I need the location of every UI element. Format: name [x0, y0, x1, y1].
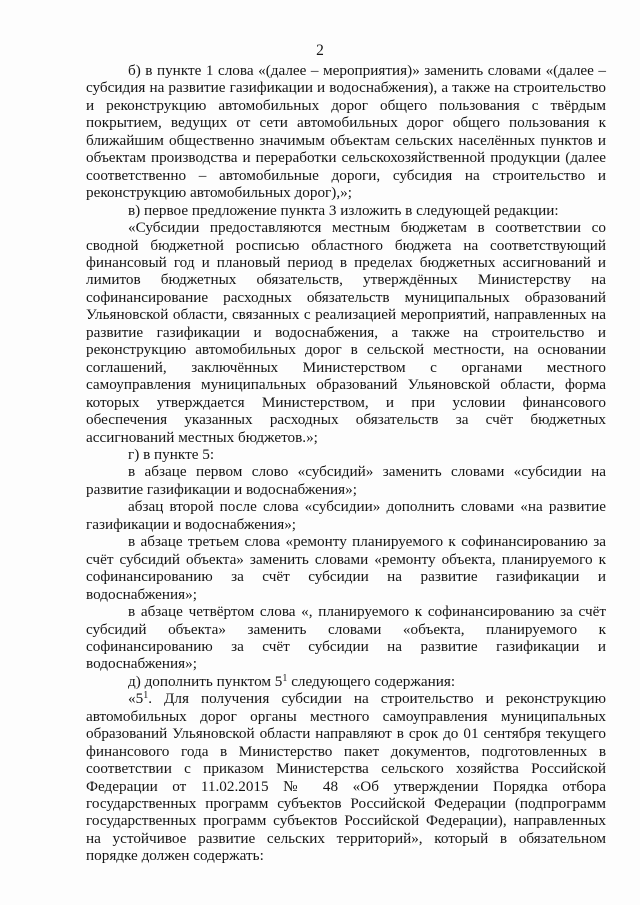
paragraph-abzac-1: в абзаце первом слово «субсидий» заменить словами «субсидии на развитие газификации и водоснабжения»; — [86, 463, 606, 498]
paragraph-b: б) в пункте 1 слова «(далее – мероприятия)» заменить словами «(далее – субсидия на развитие газификации и водоснабжения), а также на строительство и реконструкцию автомобильных дорог общего пользования с твёрдым покрытием, ведущих от сети автомобильных дорог общего пользования к ближайшим общественно значимым объектам сельских населённых пунктов и объектам производства и переработки сельскохозяйственной продукции (далее соответственно – автомобильные дороги, субсидия на строительство и реконструкцию автомобильных дорог),»; — [86, 62, 606, 202]
paragraph-g: г) в пункте 5: — [128, 445, 215, 463]
paragraph-subsidies-quote: «Субсидии предоставляются местным бюджетам в соответствии со сводной бюджетной росписью областного бюджета на соответствующий финансовый год и плановый период в пределах бюджетных ассигнований и лимитов бюджетных обязательств, утверждённых Министерству на софинансирование расходных обязательств муниципальных образований Ульяновской области, связанных с реализацией мероприятий, направленных на развитие газификации и водоснабжения, а также на строительство и реконструкцию автомобильных дорог в сельской местности, на основании соглашений, заключённых Министерством с органами местного самоуправления муниципальных образований Ульяновской области, форма которых утверждается Министерством, и при условии финансового обеспечения указанных расходных обязательств за счёт бюджетных ассигнований местных бюджетов.»; — [86, 219, 606, 446]
paragraph-v: в) первое предложение пункта 3 изложить в следующей редакции: — [128, 201, 559, 219]
paragraph-abzac-2: абзац второй после слова «субсидии» дополнить словами «на развитие газификации и водоснабжения»; — [86, 498, 606, 533]
page-number: 2 — [316, 42, 324, 59]
paragraph-abzac-3: в абзаце третьем слова «ремонту планируемого к софинансированию за счёт субсидий объекта» заменить словами «ремонту объекта, планируемого к софинансированию за счёт субсидии на развитие газификации и водоснабжения»; — [86, 533, 606, 603]
paragraph-5-1 — [86, 690, 606, 865]
paragraph-d-text: д) дополнить пунктом 5 — [128, 672, 283, 690]
paragraph-5-1-text: . Для получения субсидии на строительство и реконструкцию автомобильных дорог органы местного самоуправления муниципальных образований Ульяновской области направляют в срок до 01 сентября текущего финансового года в Министерство пакет документов, подготовленных в соответствии с приказом Министерства сельского хозяйства Российской Федерации от 11.02.2015 № 48 «Об утверждении Порядка отбора государственных программ субъектов Российской Федерации (подпрограмм государственных программ субъектов Российской Федерации), направленных на устойчивое развитие сельских территорий», который в обязательном порядке должен содержать: — [86, 690, 606, 865]
paragraph-5-1-number: «5 — [128, 690, 144, 708]
document-body — [86, 62, 606, 865]
paragraph-abzac-4: в абзаце четвёртом слова «, планируемого к софинансированию за счёт субсидий объекта» заменить словами «объекта, планируемого к софинансированию за счёт субсидии на развитие газификации и водоснабжения»; — [86, 603, 606, 673]
paragraph-d — [86, 673, 606, 690]
paragraph-5-1-superscript: 1 — [143, 690, 149, 702]
paragraph-d-tail: следующего содержания: — [287, 672, 456, 690]
paragraph-d-superscript: 1 — [282, 672, 288, 684]
